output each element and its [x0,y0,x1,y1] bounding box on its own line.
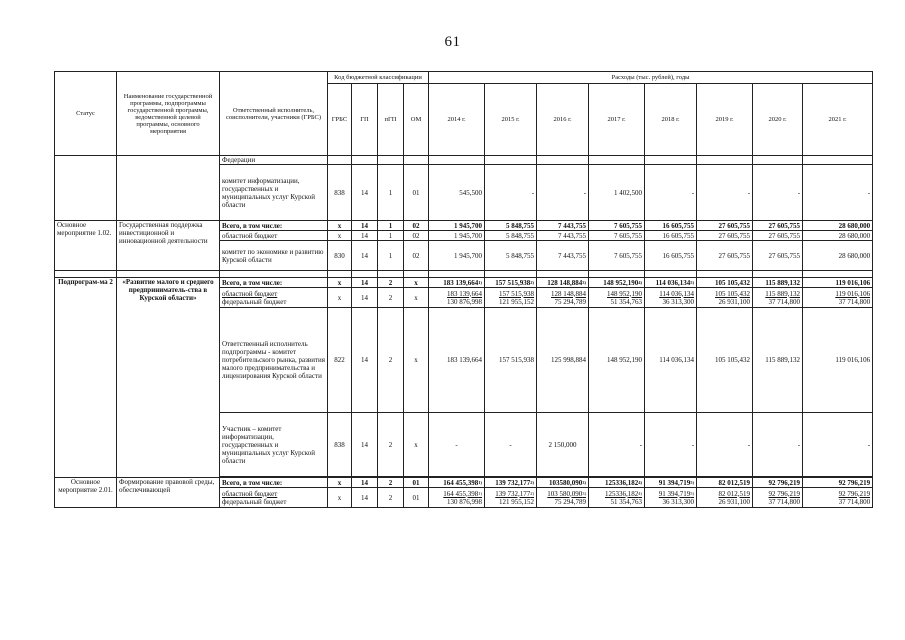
header-year: 2016 г. [537,84,589,156]
table-row: областной бюджет федеральный бюджет х 14 2 01 164 455,398$^{1)}$ 130 876,998 139 732,177$^{2)}$ 121 955,152 103 580,090$^{3)}$ 75 294,789 125336,182$^{4)}$ 51 354,763 91 394,719$^{5)}$ 36 313,300 82 012,519 26 931,100 92 796,219 37 714,800 92 796,219 37 714,800 [55,488,873,508]
header-year: 2017 г. [589,84,645,156]
header-expenses: Расходы (тыс. рублей), годы [429,72,873,84]
executor-cell: комитет информатизации, государственных и муниципальных услуг Курской области [220,165,328,221]
status-cell: Основное мероприятие 2.01. [55,478,117,508]
header-grbs: ГРБС [328,84,352,156]
header-year: 2021 г. [803,84,873,156]
status-cell: Подпрограм-ма 2 [55,278,117,478]
header-program-name: Наименование государственной программы, подпрограммы государственной программы, ведомственной целевой программы, основного мероприятия [117,72,220,156]
name-cell: Государственная поддержка инвестиционной и инновационной деятельности [117,221,220,271]
budget-table [54,71,873,508]
page-number: 61 [444,34,461,50]
header-year: 2019 г. [697,84,753,156]
table-row: областной бюджет х 14 1 02 1 945,700 5 848,755 7 443,755 7 605,755 16 605,755 27 605,755 27 605,755 28 680,000 [55,231,873,241]
header-pgp: пГП [378,84,404,156]
header-year: 2014 г. [429,84,485,156]
header-gp: ГП [352,84,378,156]
table-row: Участник – комитет информатизации, государственных и муниципальных услуг Курской области 838 14 2 х - - 2 150,000 - - - - - [55,413,873,477]
header-row-1 [55,72,873,84]
name-cell: «Развитие малого и среднего предприниматель-ства в Курской области» [117,278,220,478]
table-row [55,156,873,165]
name-cell: Формирование правовой среды, обеспечивающей [117,478,220,508]
table-row: комитет по экономике и развитию Курской области 830 14 1 02 1 945,700 5 848,755 7 443,755 7 605,755 16 605,755 27 605,755 27 605,755 28 680,000 [55,241,873,271]
header-om: ОМ [404,84,429,156]
header-status: Статус [55,72,117,156]
header-executor: Ответственный исполнитель, соисполнители, участники (ГРБС) [220,72,328,156]
table-row: Подпрограм-ма 2 «Развитие малого и среднего предприниматель-ства в Курской области» Всего, в том числе: х 14 2 х 183 139,664$^{1)}$ 157 515,938$^{2)}$ 128 148,884$^{3)}$ 148 952,190$^{4)}$ 114 036,134$^{5)}$ 105 105,432 115 889,132 119 016,106 [55,278,873,288]
header-budget-code: Код бюджетной классификации [328,72,429,84]
status-cell: Основное мероприятие 1.02. [55,221,117,271]
separator-row [55,271,873,278]
executor-cell: Федерации [220,156,328,165]
header-year: 2015 г. [485,84,537,156]
table-row: Основное мероприятие 2.01. Формирование правовой среды, обеспечивающей Всего, в том числе: х 14 2 01 164 455,398$^{1)}$ 139 732,177$^{2)}$ 103580,090$^{3)}$ 125336,182$^{4)}$ 91 394,719$^{5)}$ 82 012,519 92 796,219 92 796,219 [55,478,873,488]
table-row: комитет информатизации, государственных и муниципальных услуг Курской области 838 14 1 01 545,500 - - 1 402,500 - - - - [55,165,873,221]
table-row: Основное мероприятие 1.02. Государственная поддержка инвестиционной и инновационной деятельности Всего, в том числе: х 14 1 02 1 945,700 5 848,755 7 443,755 7 605,755 16 605,755 27 605,755 27 605,755 28 680,000 [55,221,873,231]
table-row: Ответственный исполнитель подпрограммы - комитет потребительского рынка, развития малого предпринимательства и лицензирования Курской области 822 14 2 х 183 139,664 157 515,938 125 998,884 148 952,190 114 036,134 105 105,432 115 889,132 119 016,106 [55,308,873,413]
header-year: 2020 г. [753,84,803,156]
header-year: 2018 г. [645,84,697,156]
table-row: областной бюджет федеральный бюджет х 14 2 х 183 139,664 130 876,998 157 515,938 121 955,152 128 148,884 75 294,789 148 952,190 51 354,763 114 036,134 36 313,300 105 105,432 26 931,100 115 889,132 37 714,800 119 016,106 37 714,800 [55,288,873,308]
